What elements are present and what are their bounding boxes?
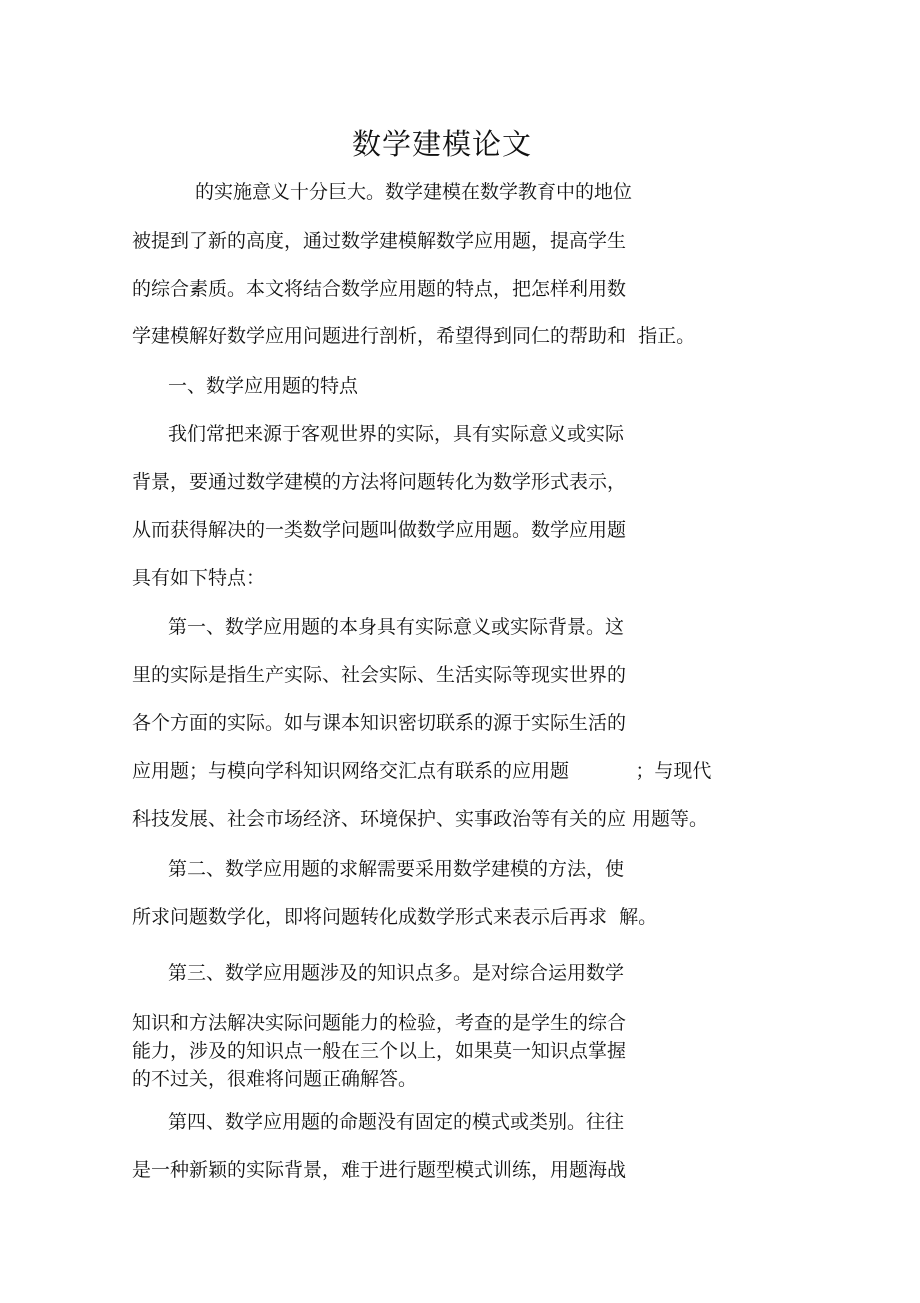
paragraph-line: 背景，要通过数学建模的方法将问题转化为数学形式表示， <box>132 471 627 493</box>
document-title: 数学建模论文 <box>351 127 532 161</box>
paragraph-line: 第二、数学应用题的求解需要采用数学建模的方法，使 <box>168 858 625 880</box>
paragraph-line: 被提到了新的高度，通过数学建模解数学应用题，提高学生 <box>132 230 627 252</box>
paragraph-line: 科技发展、社会市场经济、环境保护、实事政治等有关的应 用题等。 <box>132 808 709 830</box>
paragraph-line: 第四、数学应用题的命题没有固定的模式或类别。往往 <box>168 1111 625 1133</box>
paragraph-line: 各个方面的实际。如与课本知识密切联系的源于实际生活的 <box>132 712 627 734</box>
paragraph-line: 知识和方法解决实际问题能力的检验，考查的是学生的综合 <box>132 1012 627 1034</box>
paragraph-line: 学建模解好数学应用问题进行剖析，希望得到同仁的帮助和 指正。 <box>132 325 696 347</box>
paragraph-line: 的不过关，很难将问题正确解答。 <box>132 1068 418 1090</box>
paragraph-line: 里的实际是指生产实际、社会实际、生活实际等现实世界的 <box>132 664 627 686</box>
paragraph-line: 一、数学应用题的特点 <box>168 375 359 397</box>
paragraph-line: 应用题；与模向学科知识网络交汇点有联系的应用题 ；与现代 <box>132 760 712 782</box>
paragraph-line: 第一、数学应用题的本身具有实际意义或实际背景。这 <box>168 616 625 638</box>
paragraph-line: 能力，涉及的知识点一般在三个以上，如果莫一知识点掌握 <box>132 1040 627 1062</box>
paragraph-line: 的实施意义十分巨大。数学建模在数学教育中的地位 <box>195 181 633 203</box>
paragraph-line: 具有如下特点： <box>132 567 266 589</box>
paragraph-line: 所求问题数学化，即将问题转化成数学形式来表示后再求 解。 <box>132 906 658 928</box>
paragraph-line: 第三、数学应用题涉及的知识点多。是对综合运用数学 <box>168 962 625 984</box>
paragraph-line: 的综合素质。本文将结合数学应用题的特点，把怎样利用数 <box>132 278 627 300</box>
paragraph-line: 是一种新颖的实际背景，难于进行题型模式训练，用题海战 <box>132 1159 627 1181</box>
paragraph-line: 我们常把来源于客观世界的实际，具有实际意义或实际 <box>168 423 625 445</box>
paragraph-line: 从而获得解决的一类数学问题叫做数学应用题。数学应用题 <box>132 519 627 541</box>
